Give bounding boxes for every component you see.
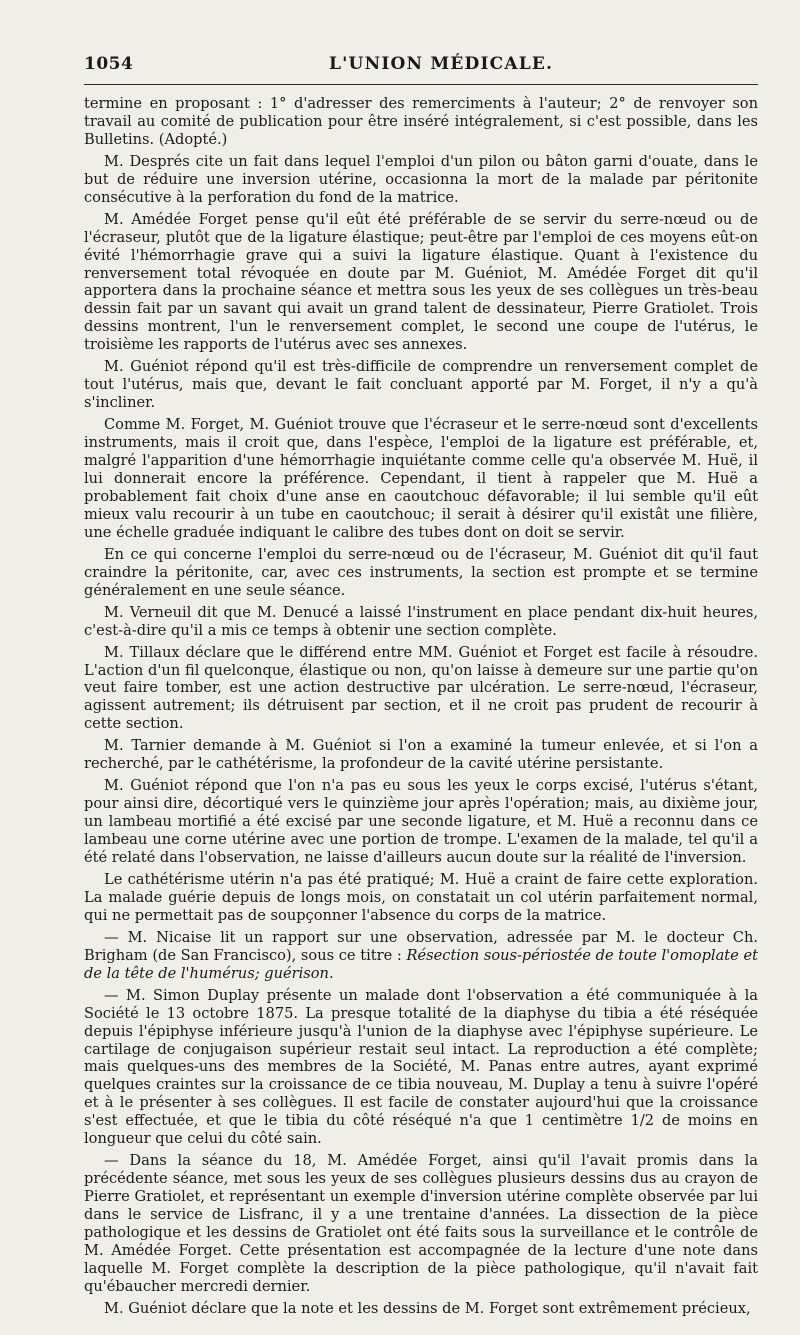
paragraph: M. Amédée Forget pense qu'il eût été préférable de se servir du serre-nœud ou de l'écraseur, plutôt que de la ligature élastique; peut-être par l'emploi de ces moyens eût-on évité l'hémorrhagie grave qui a suivi la ligature élastique. Quant à l'existence du renversement total révoquée en doute par M. Guéniot, M. Amédée Forget dit qu'il apportera dans la prochaine séance et mettra sous les yeux de ses collègues un très-beau dessin fait par un savant qui avait un grand talent de dessinateur, Pierre Gratiolet. Trois dessins montrent, l'un le renversement complet, le second une coupe de l'utérus, le troisième les rapports de l'utérus avec ses annexes. [84,210,758,354]
paragraph: M. Tarnier demande à M. Guéniot si l'on a examiné la tumeur enlevée, et si l'on a recherché, par le cathétérisme, la profondeur de la cavité utérine persistante. [84,737,758,773]
paragraph: M. Tillaux déclare que le différend entre MM. Guéniot et Forget est facile à résoudre. L'action d'un fil quelconque, élastique ou non, qu'on laisse à demeure sur une partie qu'on veut faire tomber, est une action destructive par ulcération. Le serre-nœud, l'écraseur, agissent autrement; ils détruisent par section, et il ne croit pas prudent de recourir à cette section. [84,643,758,733]
paragraph [84,929,758,983]
paragraph: — Dans la séance du 18, M. Amédée Forget, ainsi qu'il l'avait promis dans la précédente séance, met sous les yeux de ses collègues plusieurs dessins dus au crayon de Pierre Gratiolet, et représentant un exemple d'inversion utérine complète observée par lui dans le service de Lisfranc, il y a une trentaine d'années. La dissection de la pièce pathologique et les dessins de Gratiolet ont été faits sous la surveillance et le contrôle de M. Amédée Forget. Cette présentation est accompagnée de la lecture d'une note dans laquelle M. Forget complète la description de la pièce pathologique, qu'il n'avait fait qu'ébaucher mercredi dernier. [84,1152,758,1295]
paragraph: M. Guéniot répond qu'il est très-difficile de comprendre un renversement complet de tout l'utérus, mais que, devant le fait concluant apporté par M. Forget, il n'y a qu'à s'incliner. [84,358,758,412]
paragraph: M. Verneuil dit que M. Denucé a laissé l'instrument en place pendant dix-huit heures, c'est-à-dire qu'il a mis ce temps à obtenir une section complète. [84,603,758,639]
report-title: Résection sous-périostée de toute l'omoplate et de la tête de l'humérus; guérison. [84,946,758,982]
paragraph: M. Guéniot déclare que la note et les dessins de M. Forget sont extrêmement précieux, [104,1299,751,1317]
page-number: 1054 [84,54,134,74]
paragraph: Comme M. Forget, M. Guéniot trouve que l'écraseur et le serre-nœud sont d'excellents instruments, mais il croit que, dans l'espèce, l'emploi de la ligature est préférable, et, malgré l'apparition d'une hémorrhagie inquiétante comme celle qu'a observée M. Huë, il lui donnerait encore la préférence. Cependant, il tient à rappeler que M. Huë a probablement fait choix d'une anse en caoutchouc défavorable; il lui semble qu'il eût mieux valu recourir à un tube en caoutchouc; il serait à désirer qu'il existât une filière, une échelle graduée indiquant le calibre des tubes dont on doit se servir. [84,416,758,541]
page-header [84,54,758,82]
paragraph: Le cathétérisme utérin n'a pas été pratiqué; M. Huë a craint de faire cette exploration. La malade guérie depuis de longs mois, on constatait un col utérin parfaitement normal, qui ne permettait pas de soupçonner l'absence du corps de la matrice. [84,871,758,924]
paragraph: M. Guéniot répond que l'on n'a pas eu sous les yeux le corps excisé, l'utérus s'étant, pour ainsi dire, décortiqué vers le quinzième jour après l'opération; mais, au dixième jour, un lambeau mortifié a été excisé par une seconde ligature, et M. Huë a reconnu dans ce lambeau une corne utérine avec une portion de trompe. L'examen de la malade, tel qu'il a été relaté dans l'observation, ne laisse d'ailleurs aucun doute sur la réalité de l'inversion. [84,777,758,866]
paragraph-text: — M. Nicaise lit un rapport sur une observation, adressée par M. le docteur Ch. Brigham (de San Francisco), sous ce titre : [84,928,758,964]
article-body [84,95,758,1322]
header-rule [84,84,758,85]
journal-title: L'UNION MÉDICALE. [329,54,554,74]
paragraph: — M. Simon Duplay présente un malade dont l'observation a été communiquée à la Société le 13 octobre 1875. La presque totalité de la diaphyse du tibia a été réséquée depuis l'épiphyse inférieure jusqu'à l'union de la diaphyse avec l'épiphyse supérieure. Le cartilage de conjugaison supérieur restait seul intact. La reproduction a été complète; mais quelques-uns des membres de la Société, M. Panas entre autres, ayant exprimé quelques craintes sur la croissance de ce tibia nouveau, M. Duplay a tenu à suivre l'opéré et à le présenter à ses collègues. Il est facile de constater aujourd'hui que la croissance s'est effectuée, et que le tibia du côté réséqué n'a que 1 centimètre 1/2 de moins en longueur que celui du côté sain. [84,986,758,1148]
paragraph: En ce qui concerne l'emploi du serre-nœud ou de l'écraseur, M. Guéniot dit qu'il faut craindre la péritonite, car, avec ces instruments, la section est prompte et se termine généralement en une seule séance. [84,545,758,599]
paragraph: termine en proposant : 1° d'adresser des remerciments à l'auteur; 2° de renvoyer son travail au comité de publication pour être inséré intégralement, si c'est possible, dans les Bulletins. (Adopté.) [84,95,758,148]
paragraph: M. Després cite un fait dans lequel l'emploi d'un pilon ou bâton garni d'ouate, dans le but de réduire une inversion utérine, occasionna la mort de la malade par péritonite consécutive à la perforation du fond de la matrice. [84,152,758,206]
